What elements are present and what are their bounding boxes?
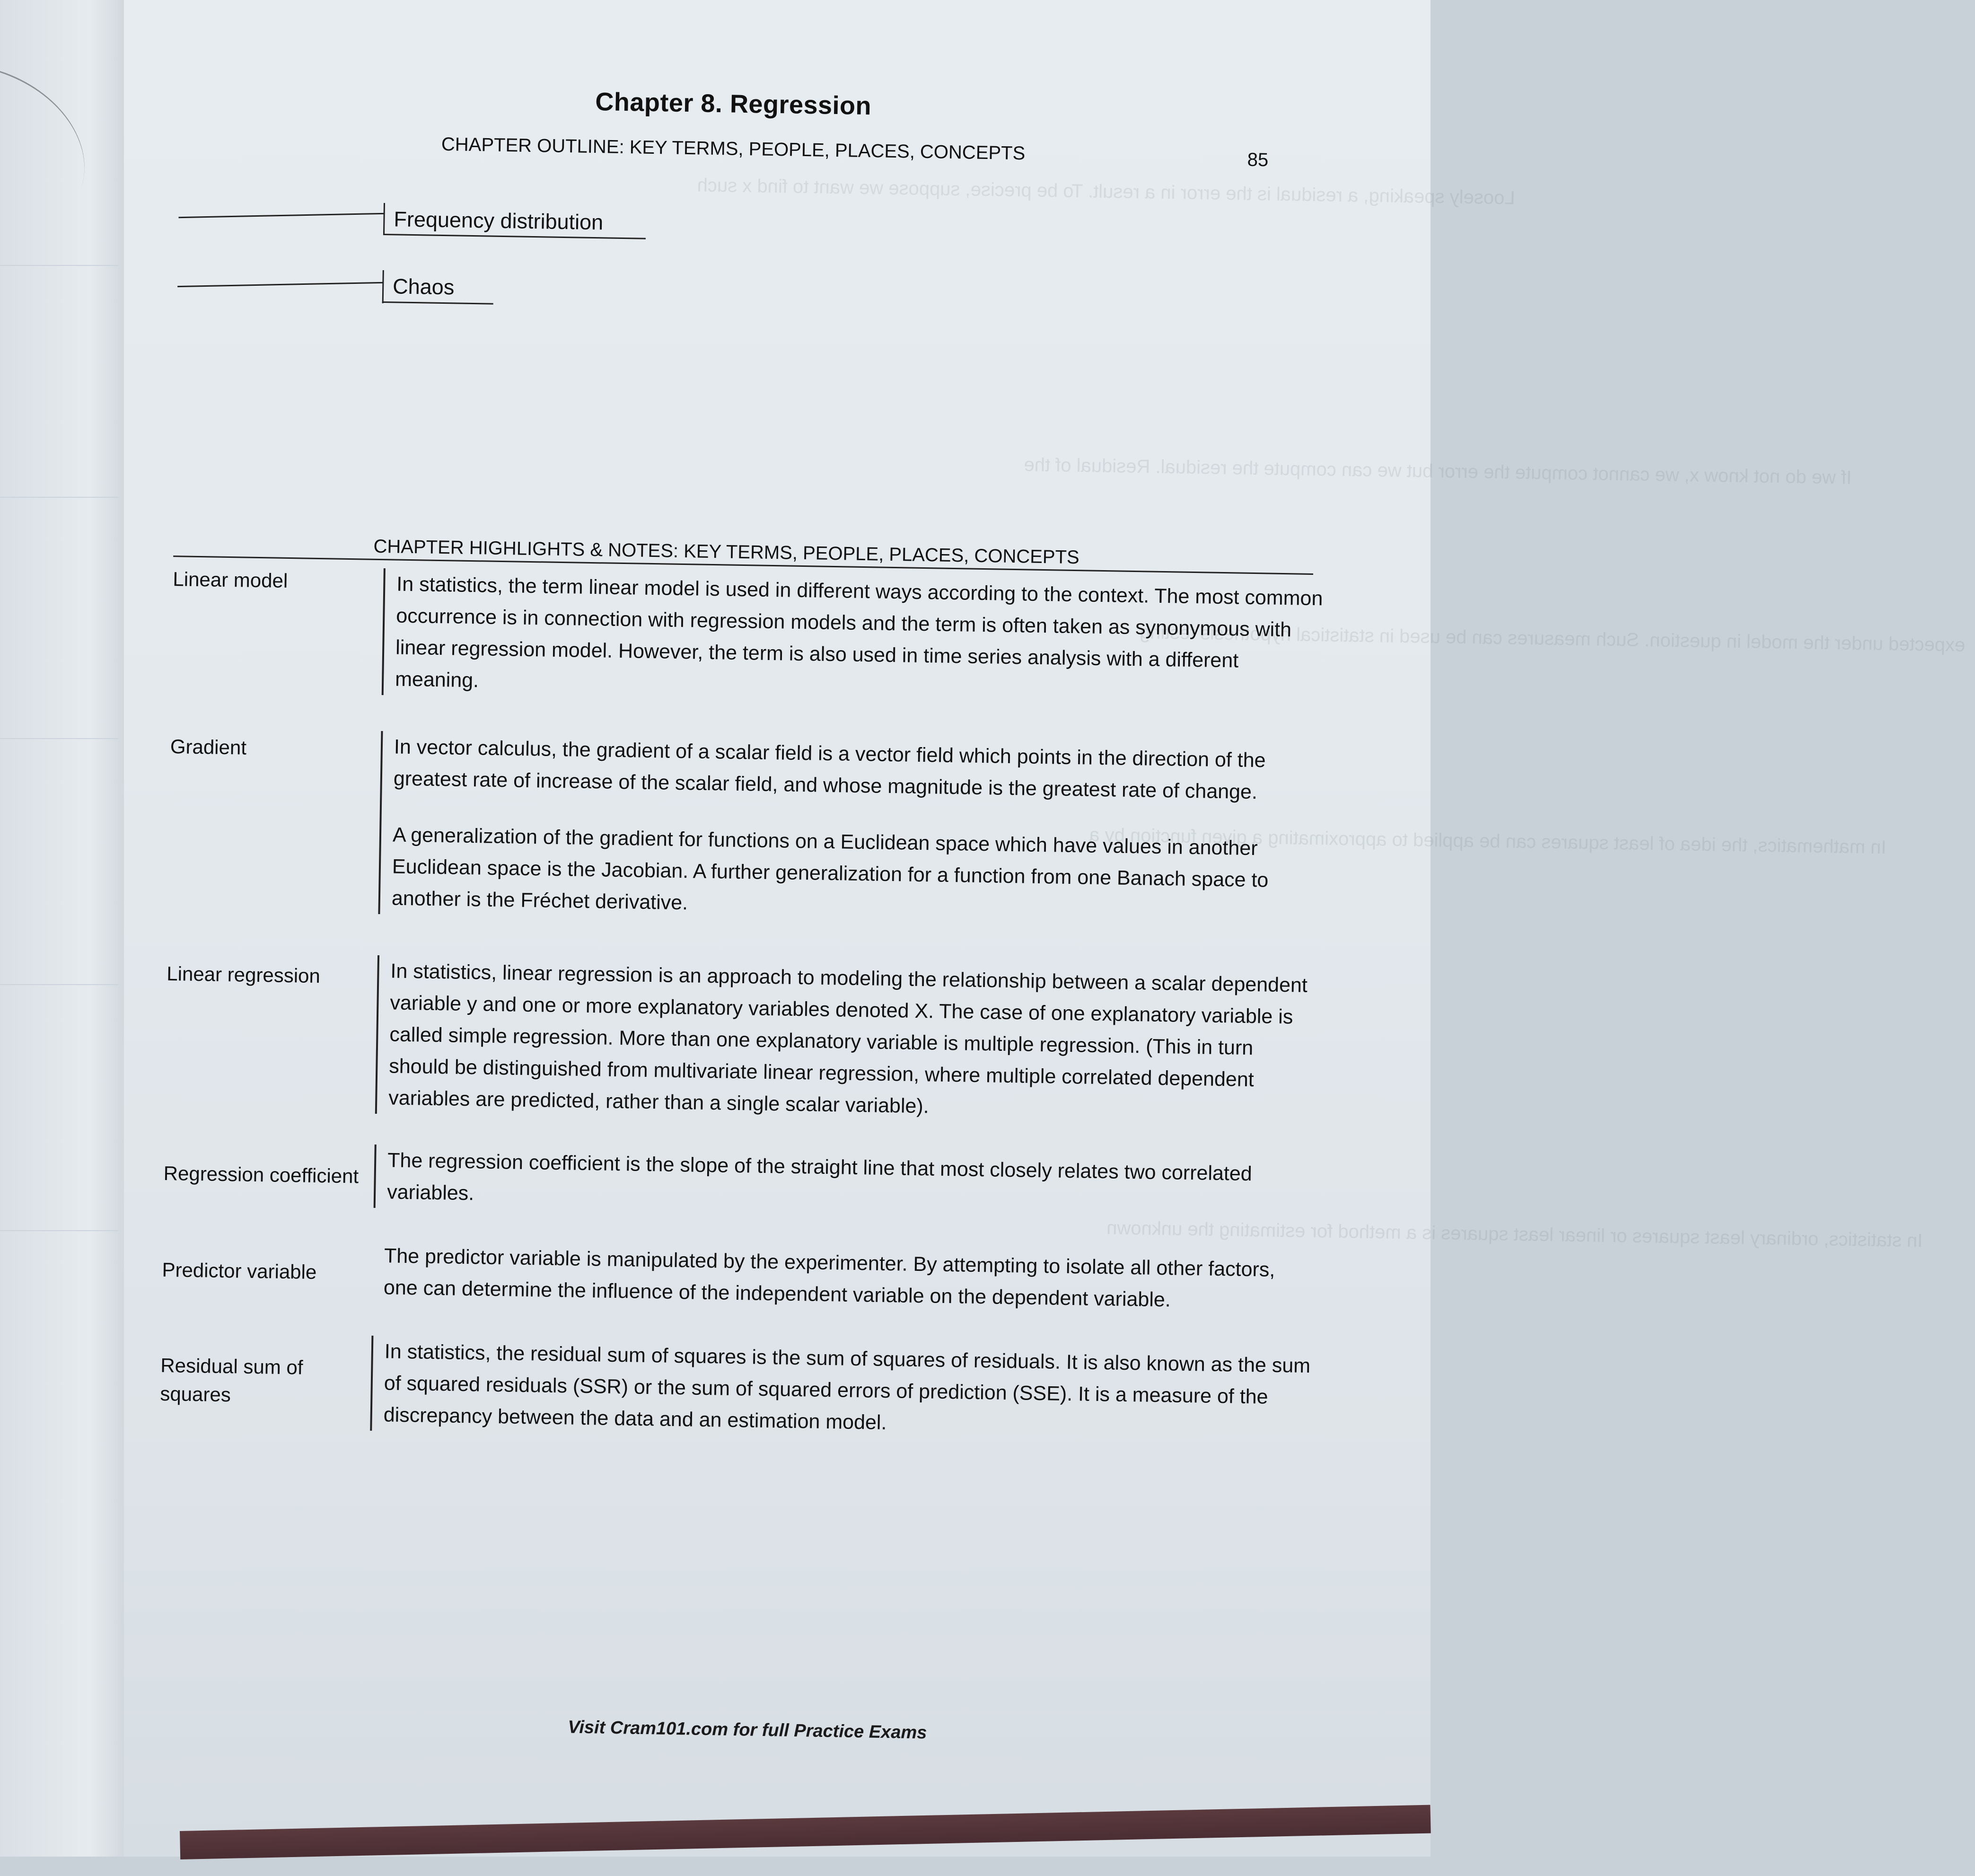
definition-text: The predictor variable is manipulated by the experimenter. By attempting to isolate all other factors, one can determine the influence of the independent variable on the dependent variable.	[383, 1244, 1275, 1312]
fill-in-line	[177, 282, 383, 287]
definition-regression-coefficient	[374, 1145, 1315, 1223]
definition-text: In statistics, the residual sum of squares is the sum of squares of residuals. It is also known as the sum of squared residuals (SSR) or the sum of squared errors of prediction (SSE). It is a measure of the discrepancy between the data and an estimation model.	[383, 1340, 1311, 1435]
definition-text: In statistics, linear regression is an approach to modeling the relationship between a scalar dependent variable y and one or more explanatory variables denoted X. The case of one explanatory variable is called simple regression. More than one explanatory variable is multiple regression. (This in turn should be distinguished from multivariate linear regression, where multiple correlated dependent variables are predicted, rather than a single scalar variable).	[388, 960, 1308, 1118]
definition-text: A generalization of the gradient for functions on a Euclidean space which have values in another Euclidean space is the Jacobian. A further generalization for a function from one Banach space to another is the Fréchet derivative.	[391, 823, 1269, 915]
definition-residual-sum-of-squares	[370, 1336, 1312, 1445]
definition-predictor-variable	[372, 1240, 1311, 1318]
show-through-text: Loosely speaking, a residual is the error in a result. To be precise, suppose we want to find x such	[697, 175, 1515, 209]
outline-item: Chaos	[392, 274, 455, 299]
fill-in-line	[382, 301, 493, 305]
book-page	[124, 0, 1966, 1857]
show-through-text: In mathematics, the idea of least squares can be applied to approximating a given function by a	[1088, 824, 1887, 858]
fill-in-line	[383, 203, 385, 235]
definition-text: In statistics, the term linear model is used in different ways according to the context. The most common occurrence is in connection with regression models and the term is often taken as synonymous with linear regression model. However, the term is also used in time series analysis with a different meaning.	[395, 572, 1323, 692]
definition-text: The regression coefficient is the slope of the straight line that most closely relates two correlated variables.	[386, 1149, 1253, 1205]
show-through-text: expected under the model in question. Such measures can be used in statistical hypothesis testing	[1139, 622, 1966, 656]
page-number: 85	[1247, 149, 1269, 171]
show-through-text: In statistics, ordinary least squares or linear least squares is a method for estimating the unknown	[1106, 1217, 1923, 1251]
definition-gradient	[378, 731, 1321, 929]
chapter-title: Chapter 8. Regression	[595, 88, 872, 121]
footer-promo: Visit Cram101.com for full Practice Exams	[568, 1717, 927, 1743]
term-predictor-variable: Predictor variable	[162, 1258, 317, 1284]
term-linear-regression: Linear regression	[167, 962, 321, 987]
fill-in-line	[382, 270, 384, 303]
highlights-heading: CHAPTER HIGHLIGHTS & NOTES: KEY TERMS, PEOPLE, PLACES, CONCEPTS	[373, 536, 1080, 568]
show-through-text: If we do not know x, we cannot compute the error but we can compute the residual. Residual of the	[1024, 454, 1852, 488]
term-regression-coefficient: Regression coefficient	[163, 1162, 359, 1188]
term-gradient: Gradient	[170, 735, 247, 759]
outline-item: Frequency distribution	[394, 207, 604, 235]
fill-in-line	[178, 213, 384, 218]
outline-heading: CHAPTER OUTLINE: KEY TERMS, PEOPLE, PLACES, CONCEPTS	[441, 133, 1026, 164]
definition-text: In vector calculus, the gradient of a scalar field is a vector field which points in the direction of the greatest rate of increase of the scalar field, and whose magnitude is the greatest rate of change.	[393, 735, 1266, 804]
definition-linear-model	[382, 568, 1324, 710]
term-linear-model: Linear model	[173, 568, 288, 592]
term-residual-sum-of-squares: Residual sum of squares	[160, 1354, 303, 1406]
definition-linear-regression	[375, 955, 1318, 1128]
fill-in-line	[383, 234, 646, 239]
